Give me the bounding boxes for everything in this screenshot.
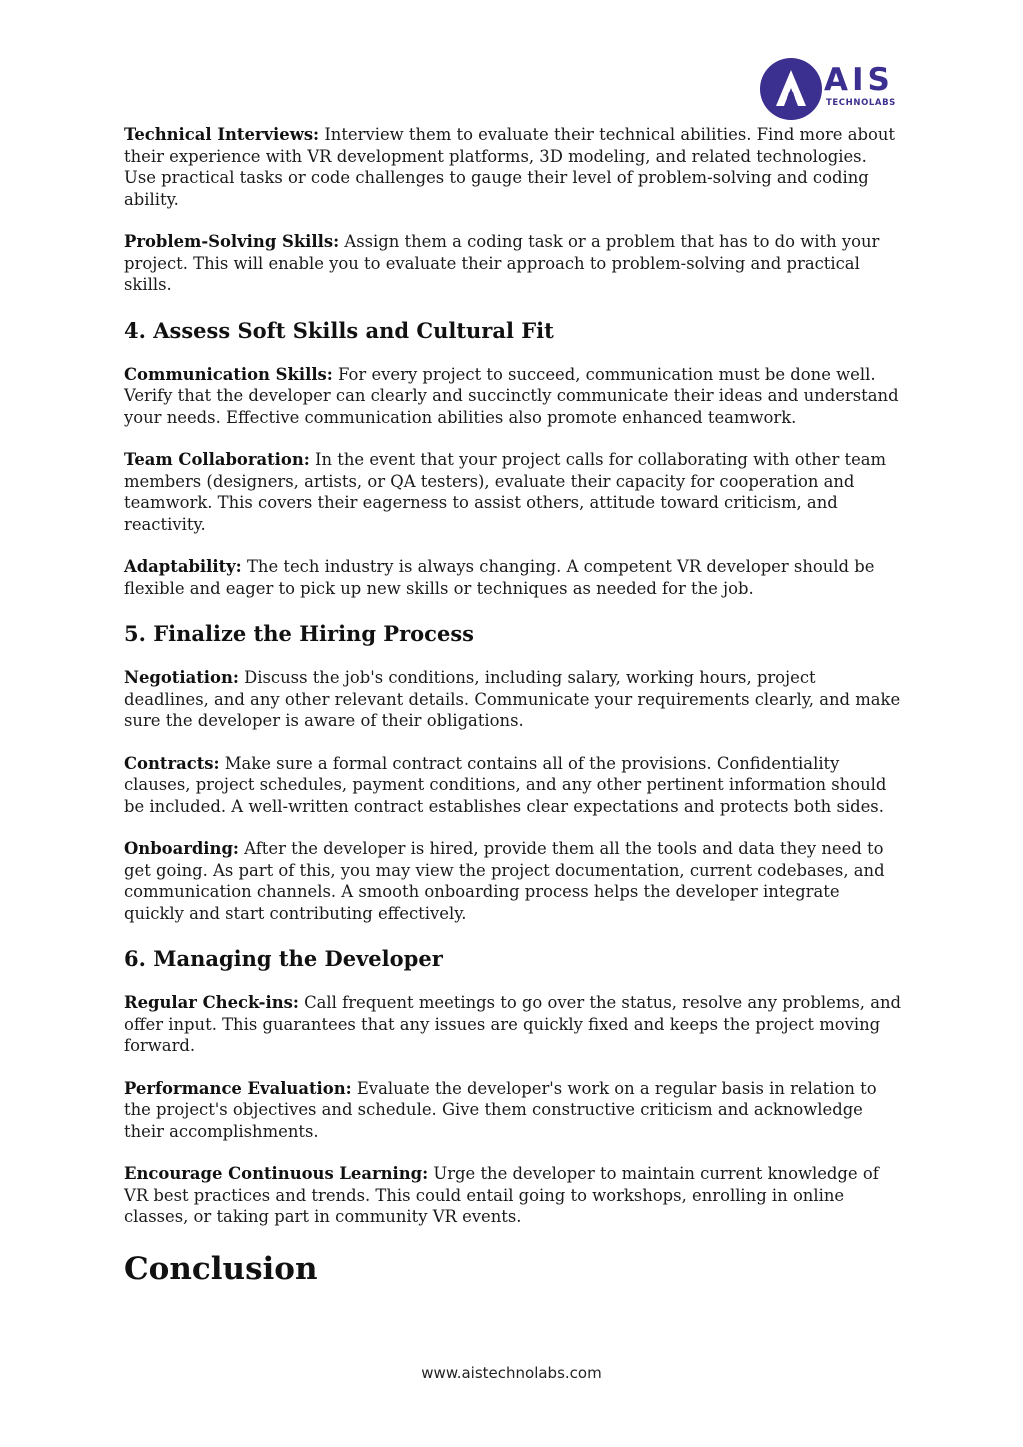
paragraph-text: In the event that your project calls for collaborating with other team members (designers, artists, or QA testers), evaluate their capacity for cooperation and teamwork. This covers their eagerness to assist others, attitude toward criticism, and reactivity. bbox=[124, 450, 887, 534]
paragraph-technical-interviews bbox=[124, 124, 902, 210]
paragraph-title: Regular Check-ins: bbox=[124, 993, 299, 1012]
paragraph-title: Encourage Continuous Learning: bbox=[124, 1164, 429, 1183]
brand-name: AIS bbox=[824, 62, 894, 98]
paragraph-title: Negotiation: bbox=[124, 668, 239, 687]
paragraph-title: Technical Interviews: bbox=[124, 125, 320, 144]
paragraph-performance bbox=[124, 1078, 902, 1143]
paragraph-team-collaboration bbox=[124, 449, 902, 535]
paragraph-adaptability bbox=[124, 556, 902, 599]
ais-logo-icon bbox=[760, 58, 822, 120]
document-body bbox=[124, 124, 902, 1289]
paragraph-contracts bbox=[124, 753, 902, 818]
paragraph-text: Assign them a coding task or a problem that has to do with your project. This will enable you to evaluate their approach to problem-solving and practical skills. bbox=[124, 232, 880, 294]
paragraph-title: Problem-Solving Skills: bbox=[124, 232, 340, 251]
paragraph-text: Interview them to evaluate their technical abilities. Find more about their experience with VR development platforms, 3D modeling, and related technologies. Use practical tasks or code challenges to gauge their level of problem-solving and coding ability. bbox=[124, 125, 895, 209]
paragraph-problem-solving bbox=[124, 231, 902, 296]
paragraph-title: Onboarding: bbox=[124, 839, 239, 858]
section-heading-managing: 6. Managing the Developer bbox=[124, 946, 443, 971]
paragraph-text: For every project to succeed, communication must be done well. Verify that the developer can clearly and succinctly communicate their ideas and understand your needs. Effective communication abilities also promote enhanced teamwork. bbox=[124, 364, 899, 427]
paragraph-check-ins bbox=[124, 992, 902, 1057]
paragraph-title: Team Collaboration: bbox=[124, 450, 310, 469]
brand-logo bbox=[760, 58, 910, 120]
paragraph-text: After the developer is hired, provide them all the tools and data they need to get going. As part of this, you may view the project documentation, current codebases, and communication channels. A smooth onboarding process helps the developer integrate quickly and start contributing effectively. bbox=[124, 839, 885, 923]
paragraph-text: Call frequent meetings to go over the status, resolve any problems, and offer input. This guarantees that any issues are quickly fixed and keeps the project moving forward. bbox=[124, 993, 902, 1055]
paragraph-text: Urge the developer to maintain current knowledge of VR best practices and trends. This could entail going to workshops, enrolling in online classes, or taking part in community VR events. bbox=[124, 1164, 879, 1226]
brand-tagline: TECHNOLABS bbox=[826, 98, 896, 108]
paragraph-text: Discuss the job's conditions, including salary, working hours, project deadlines, and any other relevant details. Communicate your requirements clearly, and make sure the developer is aware of their obligations. bbox=[124, 668, 901, 730]
section-heading-hiring: 5. Finalize the Hiring Process bbox=[124, 621, 474, 646]
paragraph-onboarding bbox=[124, 838, 902, 924]
paragraph-communication bbox=[124, 364, 902, 429]
paragraph-title: Adaptability: bbox=[124, 557, 242, 576]
paragraph-title: Contracts: bbox=[124, 753, 220, 773]
paragraph-text: The tech industry is always changing. A competent VR developer should be flexible and eager to pick up new skills or techniques as needed for the job. bbox=[124, 557, 875, 598]
paragraph-text: Evaluate the developer's work on a regular basis in relation to the project's objectives and schedule. Give them constructive criticism and acknowledge their accomplishments. bbox=[124, 1078, 877, 1141]
paragraph-negotiation bbox=[124, 667, 902, 732]
footer-url[interactable]: www.aistechnolabs.com bbox=[421, 1364, 602, 1382]
paragraph-text: Make sure a formal contract contains all of the provisions. Confidentiality clauses, project schedules, payment conditions, and any other pertinent information should be included. A well-written contract establishes clear expectations and protects both sides. bbox=[124, 753, 887, 816]
section-heading-soft-skills: 4. Assess Soft Skills and Cultural Fit bbox=[124, 317, 554, 343]
paragraph-title: Performance Evaluation: bbox=[124, 1078, 352, 1098]
paragraph-continuous-learning bbox=[124, 1163, 902, 1228]
paragraph-title: Communication Skills: bbox=[124, 364, 333, 384]
conclusion-heading: Conclusion bbox=[124, 1250, 318, 1287]
